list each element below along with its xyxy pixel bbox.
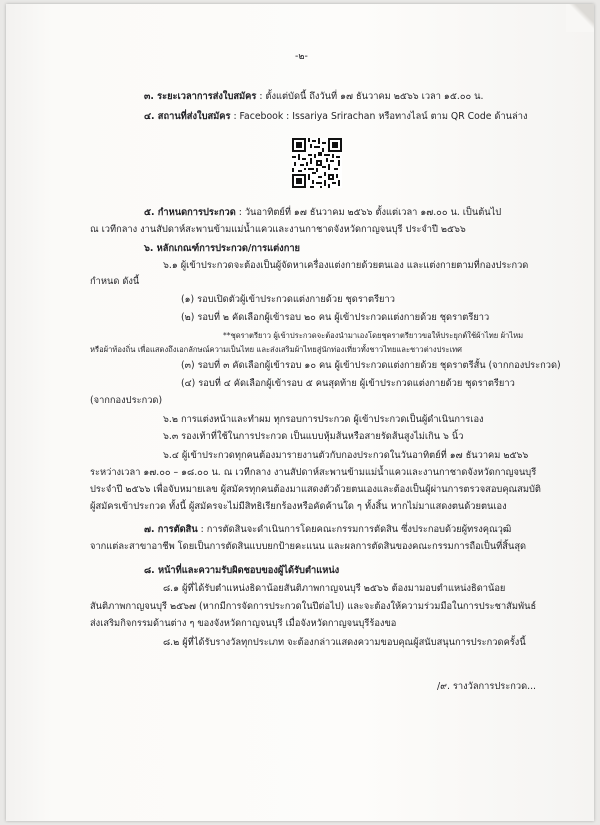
item-6-4-line-4: ผู้สมัครเข้าประกวด ทั้งนี้ ผู้สมัครจะไม่มีสิทธิเรียกร้องหรือคัดค้านใด ๆ ทั้งสิ้น หากไม่มาแสดงตนด้วยตนเอง xyxy=(90,501,507,512)
page-number: -๒- xyxy=(295,51,308,62)
qr-code xyxy=(292,138,342,188)
item-7-line-2: จากแต่ละสาขาอาชีพ โดยเป็นการตัดสินแบบยกป้ายคะแนน และผลการตัดสินของคณะกรรมการถือเป็นที่สิ้นสุด xyxy=(90,541,527,552)
item-8-2: ๘.๒ ผู้ที่ได้รับรางวัลทุกประเภท จะต้องกล่าวแสดงความขอบคุณผู้สนับสนุนการประกวดครั้งนี้ xyxy=(163,637,526,648)
item-5-label: ๕. กำหนดการประกวด xyxy=(144,207,236,218)
item-7-line-1 xyxy=(144,524,511,536)
dress-note-line-1: **ชุดราตรียาว ผู้เข้าประกวดจะต้องนำมาเองโดยชุดราตรียาวขอให้ประยุกต์ใช้ผ้าไทย ผ้าไหม xyxy=(223,331,524,340)
item-3 xyxy=(144,91,483,103)
dress-note-line-2: หรือผ้าท้องถิ่น เพื่อแสดงถึงเอกลักษณ์ความเป็นไทย และส่งเสริมผ้าไทยสู่นักท่องเที่ยวทั้งชาวไทยและชาวต่างประเทศ xyxy=(90,345,463,354)
round-3: (๓) รอบที่ ๓ คัดเลือกผู้เข้ารอบ ๑๐ คน ผู้เข้าประกวดแต่งกายด้วย ชุดราตรีสั้น (จากกองประกวด) xyxy=(181,360,561,371)
item-6-4-line-3: ประจำปี ๒๕๖๖ เพื่อจับหมายเลข ผู้สมัครทุกคนต้องมาแสดงตัวด้วยตนเองและต้องเป็นผู้ผ่านการตรวจสอบคุณสมบัติ xyxy=(90,484,541,495)
item-4-label: ๔. สถานที่ส่งใบสมัคร xyxy=(144,111,231,122)
item-4 xyxy=(144,111,528,123)
round-4: (๔) รอบที่ ๔ คัดเลือกผู้เข้ารอบ ๕ คนสุดท้าย ผู้เข้าประกวดแต่งกายด้วย ชุดราตรียาว xyxy=(181,378,515,389)
continuation-note: /๙. รางวัลการประกวด... xyxy=(437,681,537,692)
item-6-1-line-2: กำหนด ดังนี้ xyxy=(90,276,140,287)
item-7-label: ๗. การตัดสิน xyxy=(144,524,198,535)
item-8-1-line-1: ๘.๑ ผู้ที่ได้รับตำแหน่งธิดาน้อยสันติภาพกาญจนบุรี ๒๕๖๖ ต้องมามอบตำแหน่งธิดาน้อย xyxy=(163,583,506,594)
round-1: (๑) รอบเปิดตัวผู้เข้าประกวดแต่งกายด้วย ชุดราตรียาว xyxy=(181,294,395,305)
item-6-heading: ๖. หลักเกณฑ์การประกวด/การแต่งกาย xyxy=(144,243,300,254)
round-2: (๒) รอบที่ ๒ คัดเลือกผู้เข้ารอบ ๒๐ คน ผู้เข้าประกวดแต่งกายด้วย ชุดราตรียาว xyxy=(181,312,490,323)
item-6-1-line-1: ๖.๑ ผู้เข้าประกวดจะต้องเป็นผู้จัดหาเครื่องแต่งกายด้วยตนเอง และแต่งกายตามที่กองประกวด xyxy=(163,260,529,271)
item-4-text: : Facebook : Issariya Srirachan หรือทางไลน์ ตาม QR Code ด้านล่าง xyxy=(230,111,528,122)
item-5-line-2: ณ เวทีกลาง งานสัปดาห์สะพานข้ามแม่น้ำแควและงานกาชาดจังหวัดกาญจนบุรี ประจำปี ๒๕๖๖ xyxy=(90,224,466,235)
item-6-4-line-2: ระหว่างเวลา ๑๗.๐๐ – ๑๘.๐๐ น. ณ เวทีกลาง งานสัปดาห์สะพานข้ามแม่น้ำแควและงานกาชาดจังหวัดกาญจนบุรี xyxy=(90,467,537,478)
item-3-text: : ตั้งแต่บัดนี้ ถึงวันที่ ๑๗ ธันวาคม ๒๕๖๖ เวลา ๑๕.๐๐ น. xyxy=(256,91,484,102)
item-6-2: ๖.๒ การแต่งหน้าและทำผม ทุกรอบการประกวด ผู้เข้าประกวดเป็นผู้ดำเนินการเอง xyxy=(163,414,484,425)
document-page xyxy=(6,4,594,821)
round-4-continued: (จากกองประกวด) xyxy=(90,395,163,406)
item-6-3: ๖.๓ รองเท้าที่ใช้ในการประกวด เป็นแบบหุ้มส้นหรือสายรัดส้นสูงไม่เกิน ๖ นิ้ว xyxy=(163,431,464,442)
item-5-text: : วันอาทิตย์ที่ ๑๗ ธันวาคม ๒๕๖๖ ตั้งแต่เวลา ๑๗.๐๐ น. เป็นต้นไป xyxy=(235,207,502,218)
item-8-1-line-2: สันติภาพกาญจนบุรี ๒๕๖๗ (หากมีการจัดการประกวดในปีต่อไป) และจะต้องให้ความร่วมมือในการประชาสัมพันธ์ xyxy=(90,601,537,612)
page-fold xyxy=(566,4,594,32)
item-8-heading: ๘. หน้าที่และความรับผิดชอบของผู้ได้รับตำแหน่ง xyxy=(144,565,340,576)
item-8-1-line-3: ส่งเสริมกิจกรรมด้านต่าง ๆ ของจังหวัดกาญจนบุรี เมื่อจังหวัดกาญจนบุรีร้องขอ xyxy=(90,618,397,629)
item-7-text: : การตัดสินจะดำเนินการโดยคณะกรรมการตัดสิน ซึ่งประกอบด้วยผู้ทรงคุณวุฒิ xyxy=(197,524,512,535)
item-3-label: ๓. ระยะเวลาการส่งใบสมัคร xyxy=(144,91,257,102)
item-5-line-1 xyxy=(144,207,501,219)
item-6-4-line-1: ๖.๔ ผู้เข้าประกวดทุกคนต้องมารายงานตัวกับกองประกวดในวันอาทิตย์ที่ ๑๗ ธันวาคม ๒๕๖๖ xyxy=(163,450,529,461)
